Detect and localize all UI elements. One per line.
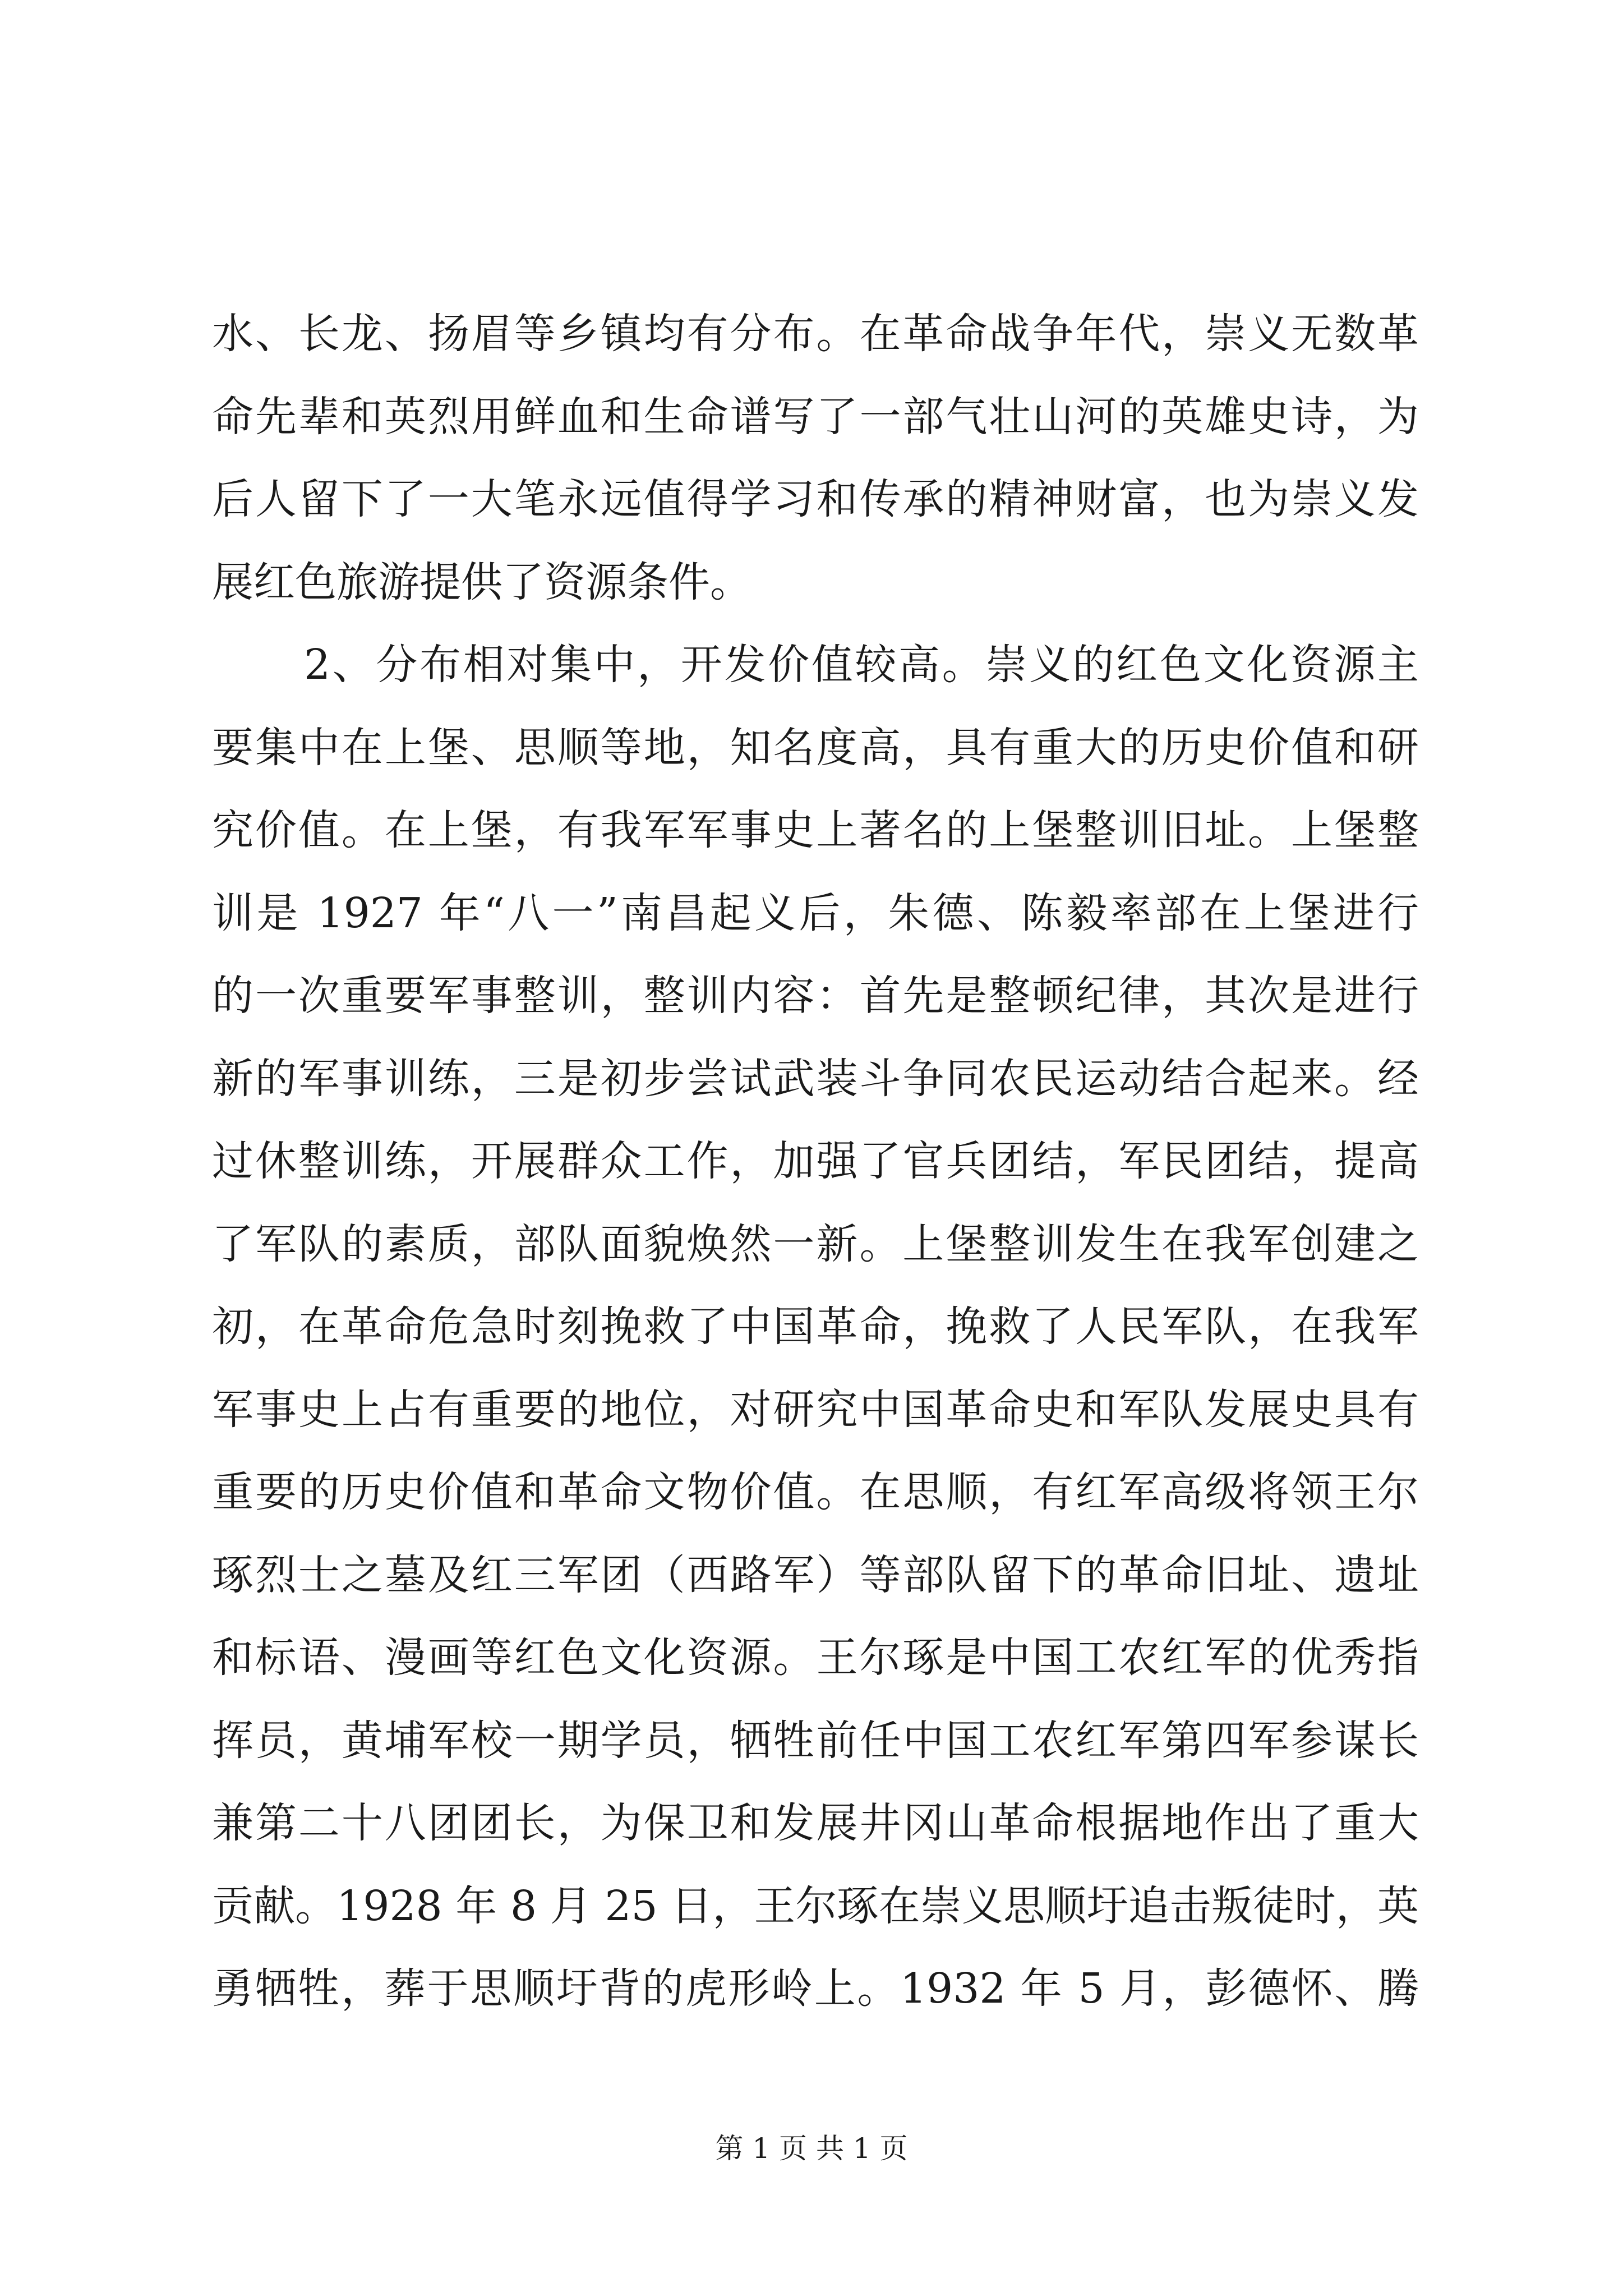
- text-line: 要集中在上堡、思顺等地，知名度高，具有重大的历史价值和研: [212, 723, 1419, 772]
- text-line: 新的军事训练，三是初步尝试武装斗争同农民运动结合起来。经: [212, 1054, 1419, 1103]
- text-line: 的一次重要军事整训，整训内容：首先是整顿纪律，其次是进行: [212, 972, 1419, 1020]
- page-number-footer: 第 1 页 共 1 页: [715, 2132, 908, 2165]
- text-line: 贡献。1928 年 8 月 25 日，王尔琢在崇义思顺圩追击叛徒时，英: [212, 1881, 1419, 1930]
- text-line: 和标语、漫画等红色文化资源。王尔琢是中国工农红军的优秀指: [212, 1634, 1419, 1682]
- text-line: 了军队的素质，部队面貌焕然一新。上堡整训发生在我军创建之: [212, 1220, 1419, 1268]
- text-line: 展红色旅游提供了资源条件。: [212, 558, 751, 606]
- text-line: 过休整训练，开展群众工作，加强了官兵团结，军民团结，提高: [212, 1137, 1419, 1185]
- text-line: 军事史上占有重要的地位，对研究中国革命史和军队发展史具有: [212, 1385, 1419, 1434]
- body-text: [212, 293, 1419, 2031]
- text-line: 勇牺牲，葬于思顺圩背的虎形岭上。1932 年 5 月，彭德怀、腾: [212, 1964, 1419, 2013]
- text-line: 重要的历史价值和革命文物价值。在思顺，有红军高级将领王尔: [212, 1468, 1419, 1516]
- text-line: 挥员，黄埔军校一期学员，牺牲前任中国工农红军第四军参谋长: [212, 1716, 1419, 1765]
- text-line: 命先辈和英烈用鲜血和生命谱写了一部气壮山河的英雄史诗，为: [212, 392, 1419, 441]
- text-line: 2、分布相对集中，开发价值较高。崇义的红色文化资源主: [304, 641, 1419, 689]
- text-line: 水、长龙、扬眉等乡镇均有分布。在革命战争年代，崇义无数革: [212, 310, 1419, 358]
- text-line: 究价值。在上堡，有我军军事史上著名的上堡整训旧址。上堡整: [212, 806, 1419, 854]
- text-line: 训是 1927 年“八一”南昌起义后，朱德、陈毅率部在上堡进行: [212, 889, 1419, 937]
- text-line: 初，在革命危急时刻挽救了中国革命，挽救了人民军队，在我军: [212, 1303, 1419, 1351]
- text-line: 琢烈士之墓及红三军团（西路军）等部队留下的革命旧址、遗址: [212, 1550, 1419, 1599]
- text-line: 兼第二十八团团长，为保卫和发展井冈山革命根据地作出了重大: [212, 1799, 1419, 1847]
- text-line: 后人留下了一大笔永远值得学习和传承的精神财富，也为崇义发: [212, 475, 1419, 523]
